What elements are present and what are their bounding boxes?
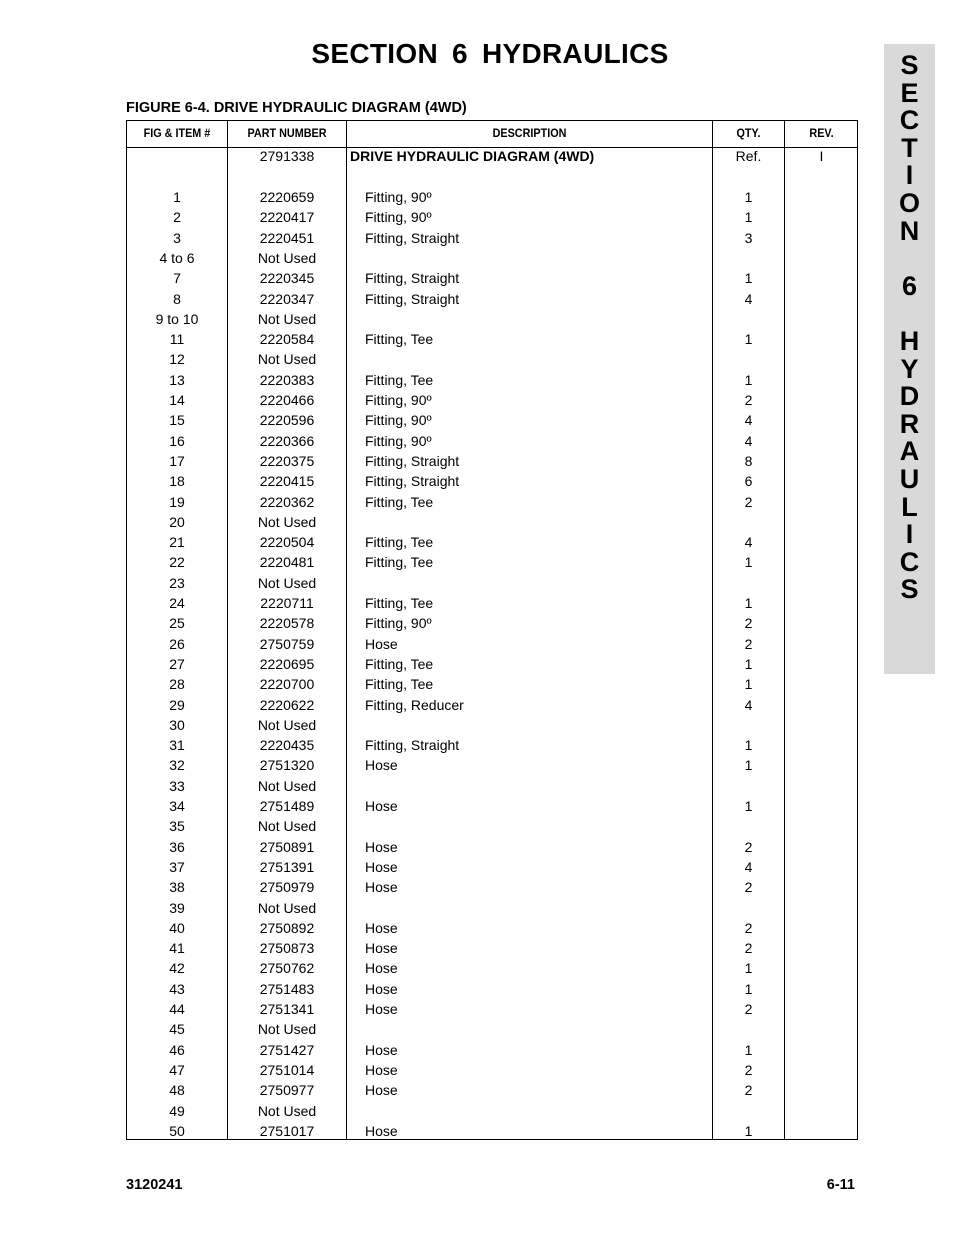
- qty-cell: 3: [744, 229, 753, 246]
- part-number-cell: 2220366: [259, 432, 315, 449]
- figure-title: FIGURE 6-4. DRIVE HYDRAULIC DIAGRAM (4WD): [126, 100, 467, 116]
- description-cell: Hose: [365, 1041, 398, 1058]
- qty-cell: 1: [744, 737, 753, 754]
- item-cell: 26: [169, 635, 185, 652]
- table-row: [127, 451, 857, 471]
- table-row: [127, 857, 857, 877]
- part-number-cell: 2220375: [259, 452, 315, 469]
- side-tab-letter: O: [898, 187, 920, 218]
- qty-cell: 1: [744, 554, 753, 571]
- description-cell: Hose: [365, 980, 398, 997]
- qty-cell: 4: [744, 858, 753, 875]
- table-row: [127, 187, 857, 207]
- item-cell: 39: [169, 899, 185, 916]
- table-row: [127, 715, 857, 735]
- item-cell: 40: [169, 919, 185, 936]
- table-row: [127, 268, 857, 288]
- table-row: [127, 1121, 857, 1141]
- column-header-qty: QTY.: [736, 126, 761, 140]
- qty-cell: 1: [744, 980, 753, 997]
- part-number-cell: 2751483: [259, 980, 315, 997]
- item-cell: 15: [169, 412, 185, 429]
- side-tab-letter: N: [899, 215, 920, 246]
- part-number-cell: 2751489: [259, 798, 315, 814]
- document-number: 3120241: [126, 1177, 183, 1193]
- qty-cell: 1: [744, 270, 753, 287]
- description-cell: Fitting, Straight: [365, 229, 460, 246]
- table-row: [127, 431, 857, 451]
- table-row: [127, 796, 857, 816]
- part-number-cell: Not Used: [257, 716, 317, 733]
- qty-cell: 1: [744, 331, 753, 348]
- item-cell: 13: [169, 371, 185, 388]
- qty-cell: 2: [744, 1061, 753, 1078]
- qty-cell: 1: [744, 189, 753, 205]
- table-row: [127, 207, 857, 227]
- item-cell: 23: [169, 574, 185, 591]
- part-number-cell: 2220466: [259, 392, 315, 408]
- item-cell: 44: [169, 1001, 185, 1017]
- item-cell: 32: [169, 757, 185, 774]
- item-cell: 1: [173, 189, 181, 205]
- column-header-part-number: PART NUMBER: [247, 126, 327, 140]
- qty-cell: 4: [744, 696, 753, 713]
- table-row: [127, 309, 857, 329]
- table-row: [127, 370, 857, 390]
- part-number-cell: 2220417: [259, 209, 315, 226]
- table-row: [127, 999, 857, 1019]
- description-cell: Hose: [365, 838, 398, 855]
- item-cell: 17: [169, 452, 185, 469]
- part-number-cell: 2220362: [259, 493, 315, 510]
- part-number-cell: 2220711: [260, 595, 314, 611]
- qty-cell: 2: [744, 879, 753, 896]
- item-cell: 50: [169, 1122, 185, 1139]
- side-tab-letter: I: [905, 160, 914, 191]
- side-tab-letter: Y: [900, 353, 919, 384]
- table-row: [127, 289, 857, 309]
- table-row: [127, 755, 857, 775]
- description-cell: Fitting, 90º: [365, 412, 432, 429]
- qty-cell: 1: [744, 371, 753, 388]
- item-cell: 8: [173, 290, 181, 307]
- description-cell: Fitting, 90º: [365, 209, 432, 226]
- part-number-cell: 2220578: [259, 615, 315, 632]
- parts-table: [126, 120, 858, 1140]
- description-cell: Hose: [365, 798, 398, 814]
- item-cell: 41: [169, 940, 185, 957]
- description-cell: Fitting, Tee: [365, 655, 434, 672]
- table-row: [127, 410, 857, 430]
- item-cell: 25: [169, 615, 185, 632]
- item-cell: 34: [169, 798, 185, 814]
- item-cell: 7: [173, 270, 181, 287]
- table-row: [127, 1060, 857, 1080]
- qty-cell: 2: [744, 392, 753, 408]
- item-cell: 43: [169, 980, 185, 997]
- side-tab-letter: 6: [901, 270, 918, 301]
- table-row: [127, 877, 857, 897]
- part-number-cell: 2751320: [259, 757, 315, 774]
- table-row: [127, 674, 857, 694]
- qty-cell: 2: [744, 635, 753, 652]
- part-number-cell: 2751341: [259, 1001, 315, 1017]
- table-row: [127, 248, 857, 268]
- item-cell: 48: [169, 1082, 185, 1099]
- part-number-cell: 2220596: [259, 412, 315, 429]
- qty-cell: 8: [744, 452, 753, 469]
- item-cell: 4 to 6: [159, 249, 195, 266]
- item-cell: 24: [169, 595, 185, 611]
- description-cell: Fitting, Tee: [365, 371, 434, 388]
- description-cell: Fitting, Straight: [365, 290, 460, 307]
- part-number-cell: 2220504: [259, 534, 315, 551]
- part-number-cell: 2750891: [259, 838, 315, 855]
- description-cell: Fitting, Tee: [365, 534, 434, 551]
- table-row: [127, 958, 857, 978]
- qty-cell: 2: [744, 1001, 753, 1017]
- side-tab-letter: S: [900, 50, 919, 80]
- item-cell: 30: [169, 716, 185, 733]
- qty-cell: 2: [744, 1082, 753, 1099]
- qty-cell: 1: [744, 798, 753, 814]
- side-tab-letter: E: [900, 77, 919, 108]
- item-cell: 21: [169, 534, 185, 551]
- description-cell: Fitting, Straight: [365, 473, 460, 490]
- qty-cell: 1: [744, 655, 753, 672]
- description-cell: Hose: [365, 635, 398, 652]
- qty-cell: 1: [744, 1041, 753, 1058]
- table-row: [127, 471, 857, 491]
- item-cell: 22: [169, 554, 185, 571]
- column-header-description: DESCRIPTION: [492, 126, 567, 140]
- table-row: [127, 512, 857, 532]
- qty-cell: 2: [744, 919, 753, 936]
- side-tab-letter: [884, 300, 935, 328]
- item-cell: 49: [169, 1102, 185, 1119]
- part-number-cell: Not Used: [257, 899, 317, 916]
- table-row: [127, 593, 857, 613]
- item-cell: 28: [169, 676, 185, 693]
- part-number-cell: 2220451: [259, 229, 315, 246]
- part-number-cell: Not Used: [257, 1021, 317, 1038]
- side-tab-letter: R: [899, 408, 920, 439]
- side-tab-letter: S: [900, 574, 919, 605]
- part-number-cell: 2751427: [259, 1041, 315, 1058]
- qty-cell: 1: [744, 960, 753, 977]
- item-cell: 14: [169, 392, 185, 408]
- table-row: [127, 1040, 857, 1060]
- qty-cell: 4: [744, 290, 753, 307]
- description-cell: Hose: [365, 1122, 398, 1139]
- item-cell: 45: [169, 1021, 185, 1038]
- section-side-tab: [884, 44, 935, 674]
- description-cell: Hose: [365, 1001, 398, 1017]
- table-row: [127, 695, 857, 715]
- page-number: 6-11: [826, 1177, 855, 1193]
- table-row: [127, 1101, 857, 1121]
- description-cell: Fitting, Reducer: [365, 696, 464, 713]
- part-number-cell: 2750759: [259, 635, 315, 652]
- qty-cell: 1: [744, 1122, 753, 1139]
- table-row: [127, 492, 857, 512]
- table-title-row: [127, 146, 857, 166]
- qty-cell: 1: [744, 209, 753, 226]
- description-cell: Fitting, Tee: [365, 331, 434, 348]
- item-cell: 42: [169, 960, 185, 977]
- item-cell: 18: [169, 473, 185, 490]
- description-cell: Hose: [365, 879, 398, 896]
- table-row: [127, 898, 857, 918]
- part-number-cell: 2750892: [259, 919, 315, 936]
- side-tab-letter: A: [899, 436, 920, 467]
- qty-cell: 1: [744, 757, 753, 774]
- table-row: [127, 1019, 857, 1039]
- table-row: [127, 552, 857, 572]
- table-row: [127, 228, 857, 248]
- qty-cell: 1: [744, 595, 753, 611]
- description-cell: Hose: [365, 960, 398, 977]
- side-tab-letter: [884, 245, 935, 273]
- description-cell: Hose: [365, 858, 398, 875]
- item-cell: 31: [169, 737, 185, 754]
- side-tab-letter: H: [899, 325, 920, 356]
- part-number-cell: Not Used: [257, 777, 317, 794]
- item-cell: 16: [169, 432, 185, 449]
- description-cell: Hose: [365, 1082, 398, 1099]
- rev-cell: I: [819, 148, 824, 164]
- qty-cell: 4: [744, 432, 753, 449]
- table-row: [127, 532, 857, 552]
- part-number-cell: 2750873: [259, 940, 315, 957]
- table-row: [127, 349, 857, 369]
- item-cell: 19: [169, 493, 185, 510]
- item-cell: 9 to 10: [155, 310, 199, 327]
- side-tab-letter: I: [905, 519, 914, 550]
- part-number-cell: Not Used: [257, 513, 317, 530]
- item-cell: 33: [169, 777, 185, 794]
- item-cell: 11: [169, 331, 185, 348]
- table-row: [127, 735, 857, 755]
- part-number-cell: 2220481: [259, 554, 315, 571]
- item-cell: 47: [169, 1061, 185, 1078]
- qty-cell: Ref.: [735, 148, 762, 164]
- part-number-cell: 2220435: [259, 737, 315, 754]
- item-cell: 46: [169, 1041, 185, 1058]
- item-cell: 3: [173, 229, 181, 246]
- qty-cell: 2: [744, 940, 753, 957]
- part-number-cell: Not Used: [257, 818, 317, 835]
- description-cell: Fitting, 90º: [365, 392, 432, 408]
- table-row: [127, 390, 857, 410]
- description-cell: Hose: [365, 919, 398, 936]
- part-number-cell: 2220345: [259, 270, 315, 287]
- item-cell: 2: [173, 209, 181, 226]
- table-row: [127, 654, 857, 674]
- part-number-cell: 2750762: [259, 960, 315, 977]
- part-number-cell: 2220383: [259, 371, 315, 388]
- item-cell: 35: [169, 818, 185, 835]
- section-title: SECTION 6 HYDRAULICS: [311, 38, 669, 69]
- part-number-cell: 2791338: [259, 148, 315, 164]
- qty-cell: 4: [744, 412, 753, 429]
- side-tab-letter: L: [901, 491, 918, 522]
- item-cell: 27: [169, 655, 185, 672]
- item-cell: 38: [169, 879, 185, 896]
- qty-cell: 1: [744, 676, 753, 693]
- part-number-cell: 2751017: [259, 1122, 315, 1139]
- qty-cell: 2: [744, 838, 753, 855]
- description-cell: Fitting, 90º: [365, 432, 432, 449]
- description-cell: Fitting, Tee: [365, 676, 434, 693]
- part-number-cell: 2220415: [259, 473, 315, 490]
- qty-cell: 2: [744, 493, 753, 510]
- table-row: [127, 776, 857, 796]
- table-row: [127, 573, 857, 593]
- part-number-cell: Not Used: [257, 249, 317, 266]
- description-cell: Fitting, Tee: [365, 595, 434, 611]
- side-tab-letter: D: [899, 381, 920, 412]
- description-cell: DRIVE HYDRAULIC DIAGRAM (4WD): [350, 148, 595, 164]
- qty-cell: 4: [744, 534, 753, 551]
- table-header-row: [127, 121, 857, 148]
- column-header-item: FIG & ITEM #: [143, 126, 211, 140]
- description-cell: Fitting, 90º: [365, 615, 432, 632]
- item-cell: 20: [169, 513, 185, 530]
- qty-cell: 2: [744, 615, 753, 632]
- table-row: [127, 1080, 857, 1100]
- part-number-cell: 2220622: [259, 696, 315, 713]
- side-tab-letter: T: [901, 132, 918, 163]
- table-row: [127, 837, 857, 857]
- description-cell: Fitting, Tee: [365, 493, 434, 510]
- part-number-cell: 2751014: [259, 1061, 315, 1078]
- description-cell: Fitting, Tee: [365, 554, 434, 571]
- part-number-cell: 2220347: [259, 290, 315, 307]
- table-row: [127, 918, 857, 938]
- table-row: [127, 816, 857, 836]
- part-number-cell: Not Used: [257, 574, 317, 591]
- table-row: [127, 979, 857, 999]
- part-number-cell: 2750979: [259, 879, 315, 896]
- part-number-cell: 2751391: [259, 858, 315, 875]
- item-cell: 29: [169, 696, 185, 713]
- column-header-rev: REV.: [809, 126, 834, 140]
- item-cell: 12: [169, 351, 185, 368]
- description-cell: Hose: [365, 1061, 398, 1078]
- part-number-cell: 2220700: [259, 676, 315, 693]
- qty-cell: 6: [744, 473, 753, 490]
- part-number-cell: Not Used: [257, 1102, 317, 1119]
- table-row: [127, 634, 857, 654]
- side-tab-letter: U: [899, 463, 920, 494]
- description-cell: Hose: [365, 757, 398, 774]
- description-cell: Fitting, Straight: [365, 737, 460, 754]
- item-cell: 37: [169, 858, 185, 875]
- part-number-cell: 2750977: [259, 1082, 315, 1099]
- side-tab-letter: C: [899, 546, 920, 577]
- part-number-cell: 2220584: [259, 331, 315, 348]
- description-cell: Fitting, Straight: [365, 270, 460, 287]
- part-number-cell: 2220659: [259, 189, 315, 205]
- table-row: [127, 938, 857, 958]
- description-cell: Fitting, 90º: [365, 189, 432, 205]
- table-row: [127, 329, 857, 349]
- part-number-cell: Not Used: [257, 351, 317, 368]
- description-cell: Hose: [365, 940, 398, 957]
- part-number-cell: Not Used: [257, 310, 317, 327]
- side-tab-letters: [884, 52, 935, 604]
- description-cell: Fitting, Straight: [365, 452, 460, 469]
- side-tab-letter: C: [899, 105, 920, 136]
- table-row: [127, 613, 857, 633]
- item-cell: 36: [169, 838, 185, 855]
- part-number-cell: 2220695: [259, 655, 315, 672]
